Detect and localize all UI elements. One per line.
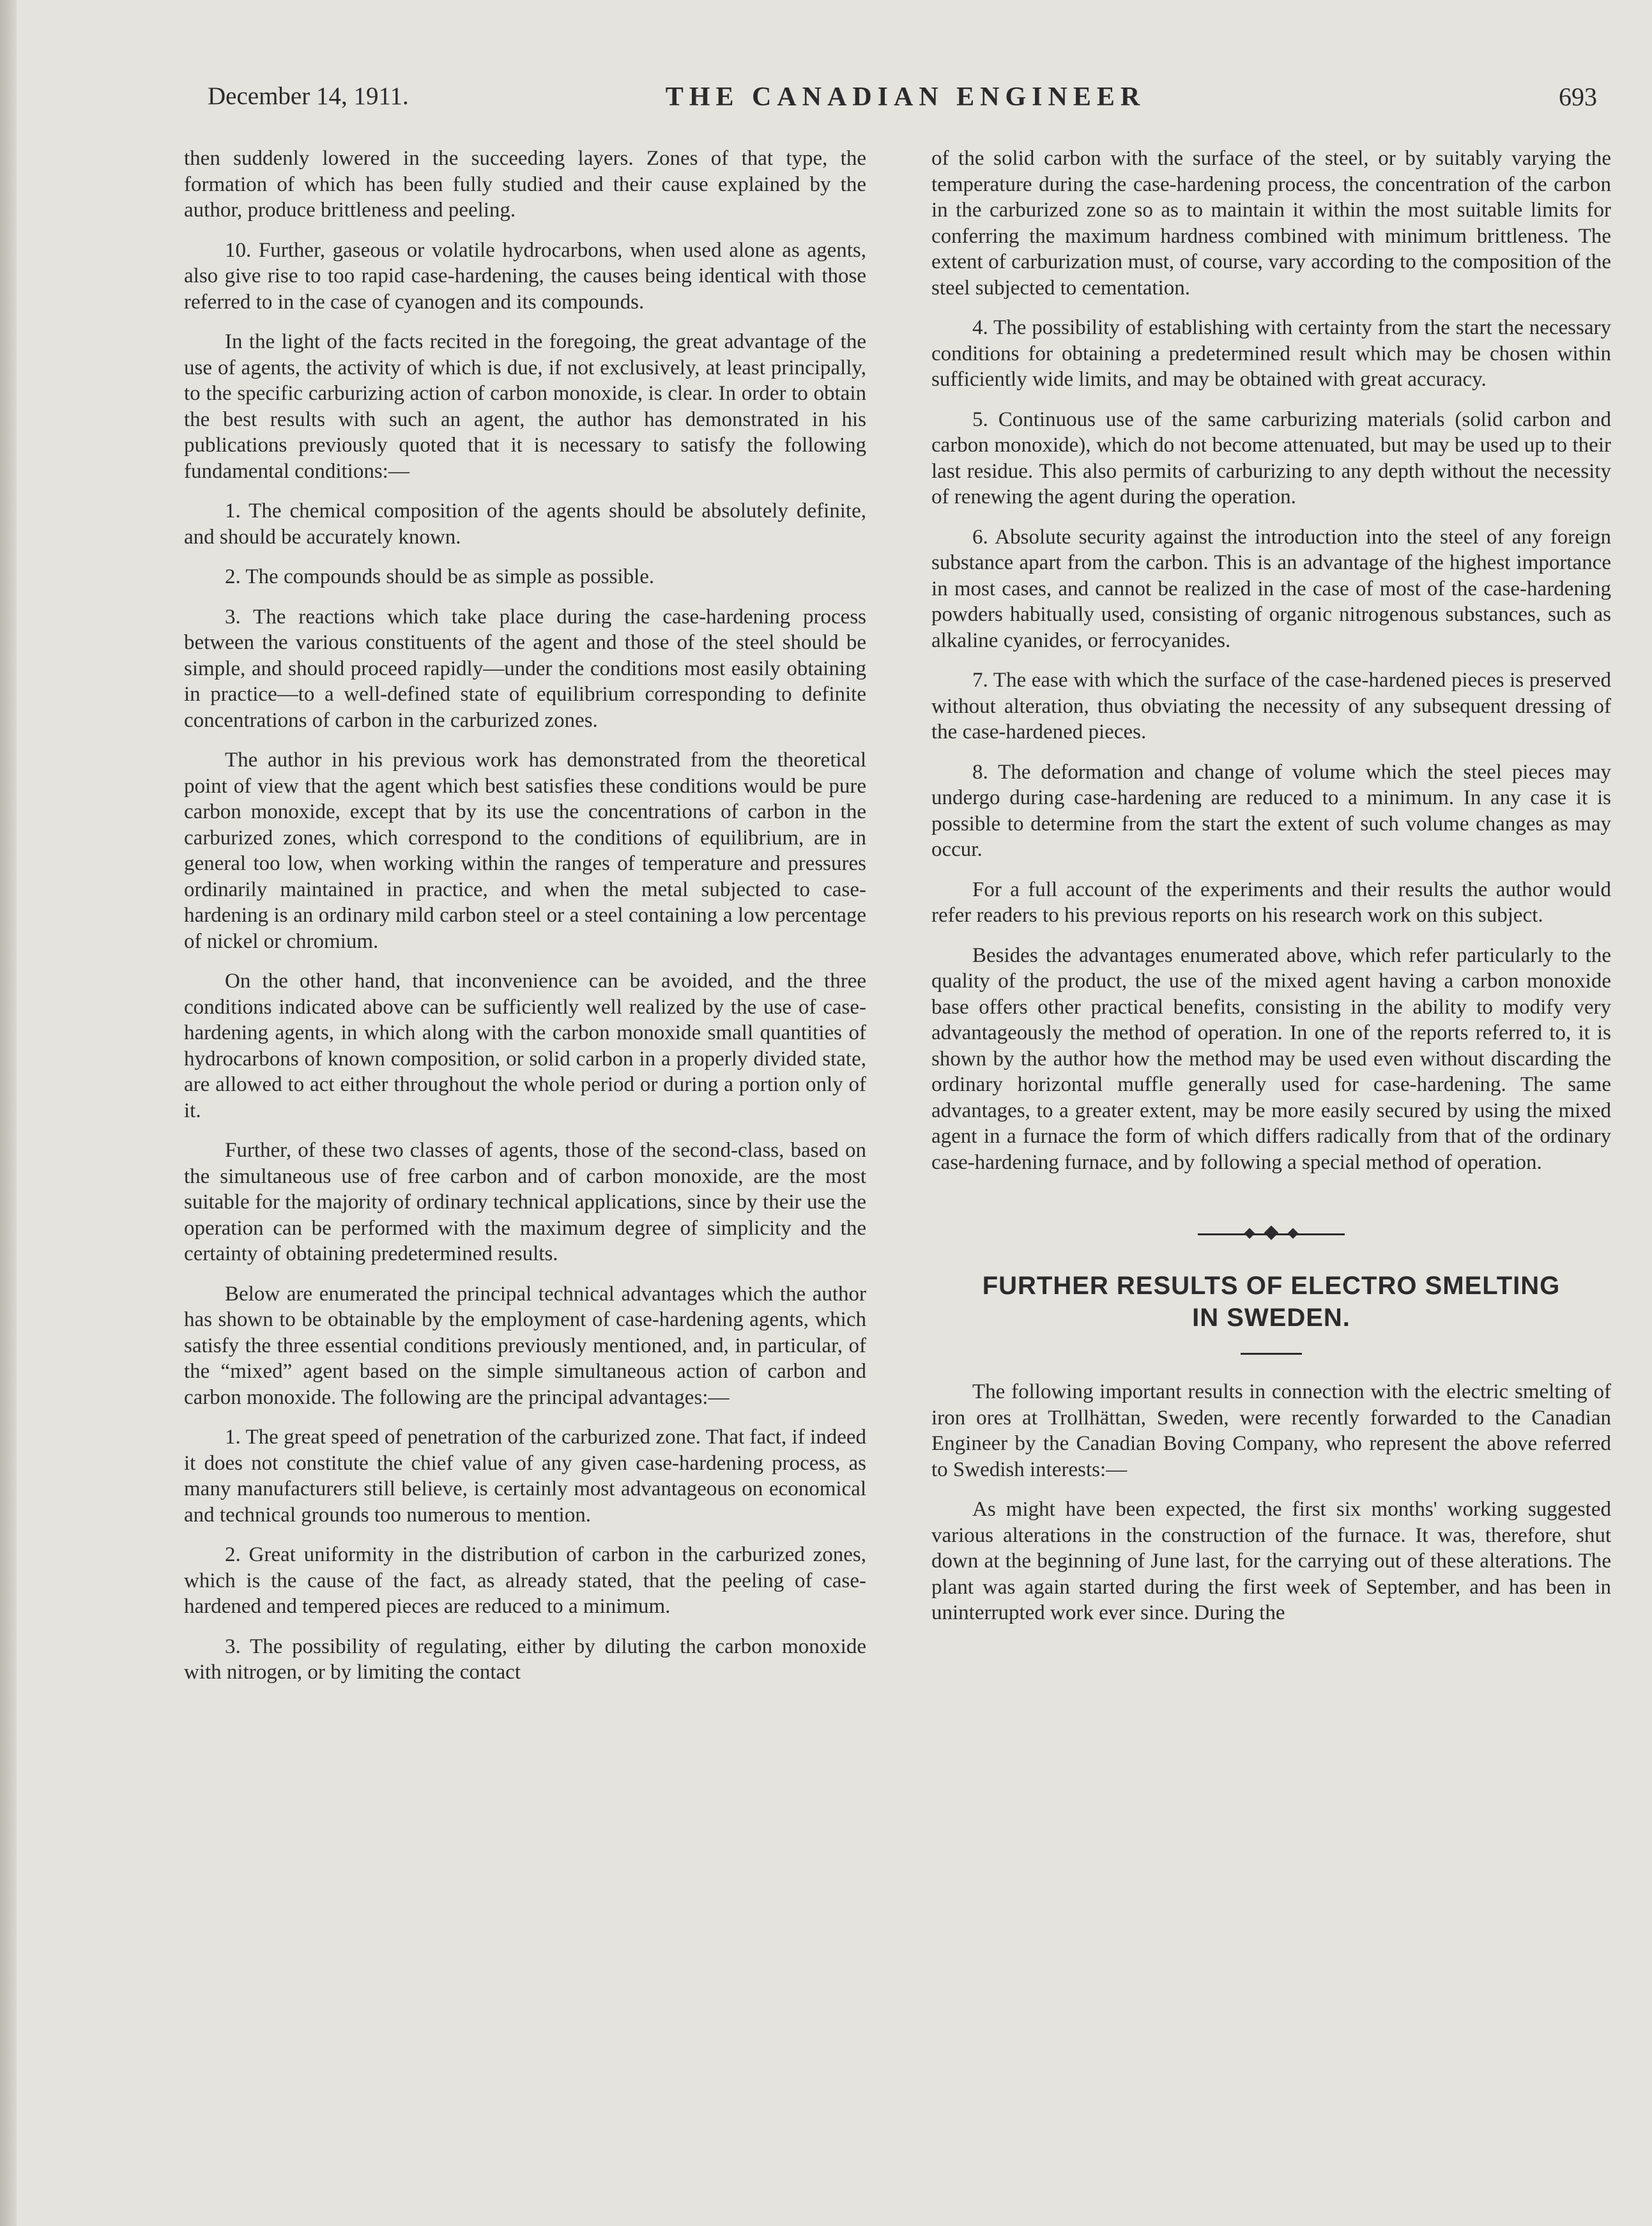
paragraph: 2. Great uniformity in the distribution of carbon in the carburized zones, which is the cause of the fact, as already stated, that the peeling of case-hardened and tempered pieces are reduced to a minimum. bbox=[184, 1543, 866, 1618]
paragraph: 6. Absolute security against the introduction into the steel of any foreign substance apart from the carbon. This is an advantage of the highest importance in most cases, and cannot be realized in the case of most of the case-hardening powders habitually used, consisting of organic nitrogenous substances, such as alkaline cyanides, or ferrocyanides. bbox=[931, 525, 1611, 652]
journal-title: THE CANADIAN ENGINEER bbox=[665, 82, 1146, 112]
paragraph: Further, of these two classes of agents, those of the second-class, based on the simultaneous use of free carbon and of carbon monoxide, are the most suitable for the majority of ordinary technical applications, since by their use the operation can be performed with the maximum degree of simplicity and the certainty of obtaining predetermined results. bbox=[184, 1139, 866, 1265]
paragraph: The author in his previous work has demonstrated from the theoretical point of view that the agent which best satisfies these conditions would be pure carbon monoxide, except that by its use the concentrations of carbon in the carburized zones, which correspond to the conditions of equilibrium, are in general too low, when working within the ranges of temperature and pressures ordinarily maintained in practice, and when the metal subjected to case-hardening is an ordinary mild carbon steel or a steel containing a low percentage of nickel or chromium. bbox=[184, 749, 866, 953]
paragraph: On the other hand, that inconvenience can be avoided, and the three conditions indicated above can be sufficiently well realized by the use of case-hardening agents, in which along with the carbon monoxide small quantities of hydrocarbons of known composition, or solid carbon in a properly divided state, are allowed to act either throughout the whole period or during a portion only of it. bbox=[184, 970, 866, 1122]
issue-date: December 14, 1911. bbox=[208, 82, 409, 110]
paragraph: 3. The reactions which take place during the case-hardening process between the various constituents of the agent and those of the steel should be simple, and should proceed rapidly—under the conditions most easily obtaining in practice—to a well-defined state of equilibrium corresponding to definite concentrations of carbon in the carburized zones. bbox=[184, 605, 866, 732]
paragraph: 3. The possibility of regulating, either by diluting the carbon monoxide with nitrogen, or by limiting the contact bbox=[184, 1635, 866, 1684]
paragraph: 8. The deformation and change of volume which the steel pieces may undergo during case-hardening are reduced to a minimum. In any case it is possible to determine from the start the extent of such volume changes as may occur. bbox=[931, 760, 1611, 861]
paragraph: 7. The ease with which the surface of the case-hardened pieces is preserved without alteration, thus obviating the necessity of any subsequent dressing of the case-hardened pieces. bbox=[931, 669, 1611, 743]
paragraph: 1. The great speed of penetration of the carburized zone. That fact, if indeed it does not constitute the chief value of any given case-hardening process, as many manufacturers still believe, is certainly most advantageous on economical and technical grounds too numerous to mention. bbox=[184, 1426, 866, 1527]
paragraph: 5. Continuous use of the same carburizing materials (solid carbon and carbon monoxide), which do not become attenuated, but may be used up to their last residue. This also permits of carburizing to any depth without the necessity of renewing the agent during the operation. bbox=[931, 408, 1611, 508]
ornamental-divider bbox=[1198, 1228, 1345, 1240]
article-title-line-1: FURTHER RESULTS OF ELECTRO SMELTING bbox=[982, 1272, 1561, 1300]
paragraph: The following important results in connection with the electric smelting of iron ores at Trollhättan, Sweden, were recently forwarded to the Canadian Engineer by the Canadian Boving Company, who represent the above referred to Swedish interests:— bbox=[931, 1380, 1611, 1481]
article-title-line-2: IN SWEDEN. bbox=[1192, 1304, 1350, 1332]
paragraph: then suddenly lowered in the succeeding layers. Zones of that type, the formation of which has been fully studied and their cause explained by the author, produce brittleness and peeling. bbox=[184, 147, 866, 222]
title-rule bbox=[1241, 1353, 1302, 1355]
page-spine-shadow bbox=[0, 0, 17, 2226]
paragraph: 1. The chemical composition of the agents should be absolutely definite, and should be accurately known. bbox=[184, 499, 866, 549]
page-number: 693 bbox=[1559, 82, 1597, 111]
paragraph: Besides the advantages enumerated above, which refer particularly to the quality of the product, the use of the mixed agent having a carbon monoxide base offers other practical benefits, consisting in the ability to modify very advantageously the method of operation. In one of the reports referred to, it is shown by the author how the method may be used even without discarding the ordinary horizontal muffle generally used for case-hardening. The same advantages, to a greater extent, may be more easily secured by using the mixed agent in a furnace the form of which differs radically from that of the ordinary case-hardening furnace, and by following a special method of operation. bbox=[931, 943, 1611, 1174]
right-column bbox=[931, 146, 1611, 1640]
paragraph: In the light of the facts recited in the foregoing, the great advantage of the use of agents, the activity of which is due, if not exclusively, at least principally, to the specific carburizing action of carbon monoxide, is clear. In order to obtain the best results with such an agent, the author has demonstrated in his publications previously quoted that it is necessary to satisfy the following fundamental conditions:— bbox=[184, 330, 866, 483]
paragraph: of the solid carbon with the surface of the steel, or by suitably varying the temperature during the case-hardening process, the concentration of the carbon in the carburized zone so as to maintain it within the most suitable limits for conferring the maximum hardness combined with minimum brittleness. The extent of carburization must, of course, vary according to the composition of the steel subjected to cementation. bbox=[931, 147, 1611, 300]
paragraph: 4. The possibility of establishing with certainty from the start the necessary conditions for obtaining a predetermined result which may be chosen within sufficiently wide limits, and may be obtained with great accuracy. bbox=[931, 316, 1611, 391]
paragraph: 2. The compounds should be as simple as possible. bbox=[225, 565, 655, 588]
paragraph: 10. Further, gaseous or volatile hydrocarbons, when used alone as agents, also give rise to too rapid case-hardening, the causes being identical with those referred to in the case of cyanogen and its compounds. bbox=[184, 238, 866, 314]
paragraph: Below are enumerated the principal technical advantages which the author has shown to be obtainable by the employment of case-hardening agents, which satisfy the three essential conditions previously mentioned, and, in particular, of the “mixed” agent based on the simple simultaneous action of carbon and carbon monoxide. The following are the principal advantages:— bbox=[184, 1282, 866, 1409]
page-header bbox=[208, 82, 1603, 120]
paragraph: As might have been expected, the first six months' working suggested various alterations in the construction of the furnace. It was, therefore, shut down at the beginning of June last, for the carrying out of these alterations. The plant was again started during the first week of September, and has been in uninterrupted work ever since. During the bbox=[931, 1498, 1611, 1624]
paragraph: For a full account of the experiments and their results the author would refer readers to his previous reports on his research work on this subject. bbox=[931, 878, 1611, 927]
left-column bbox=[184, 146, 866, 1700]
article-title bbox=[931, 1270, 1611, 1334]
